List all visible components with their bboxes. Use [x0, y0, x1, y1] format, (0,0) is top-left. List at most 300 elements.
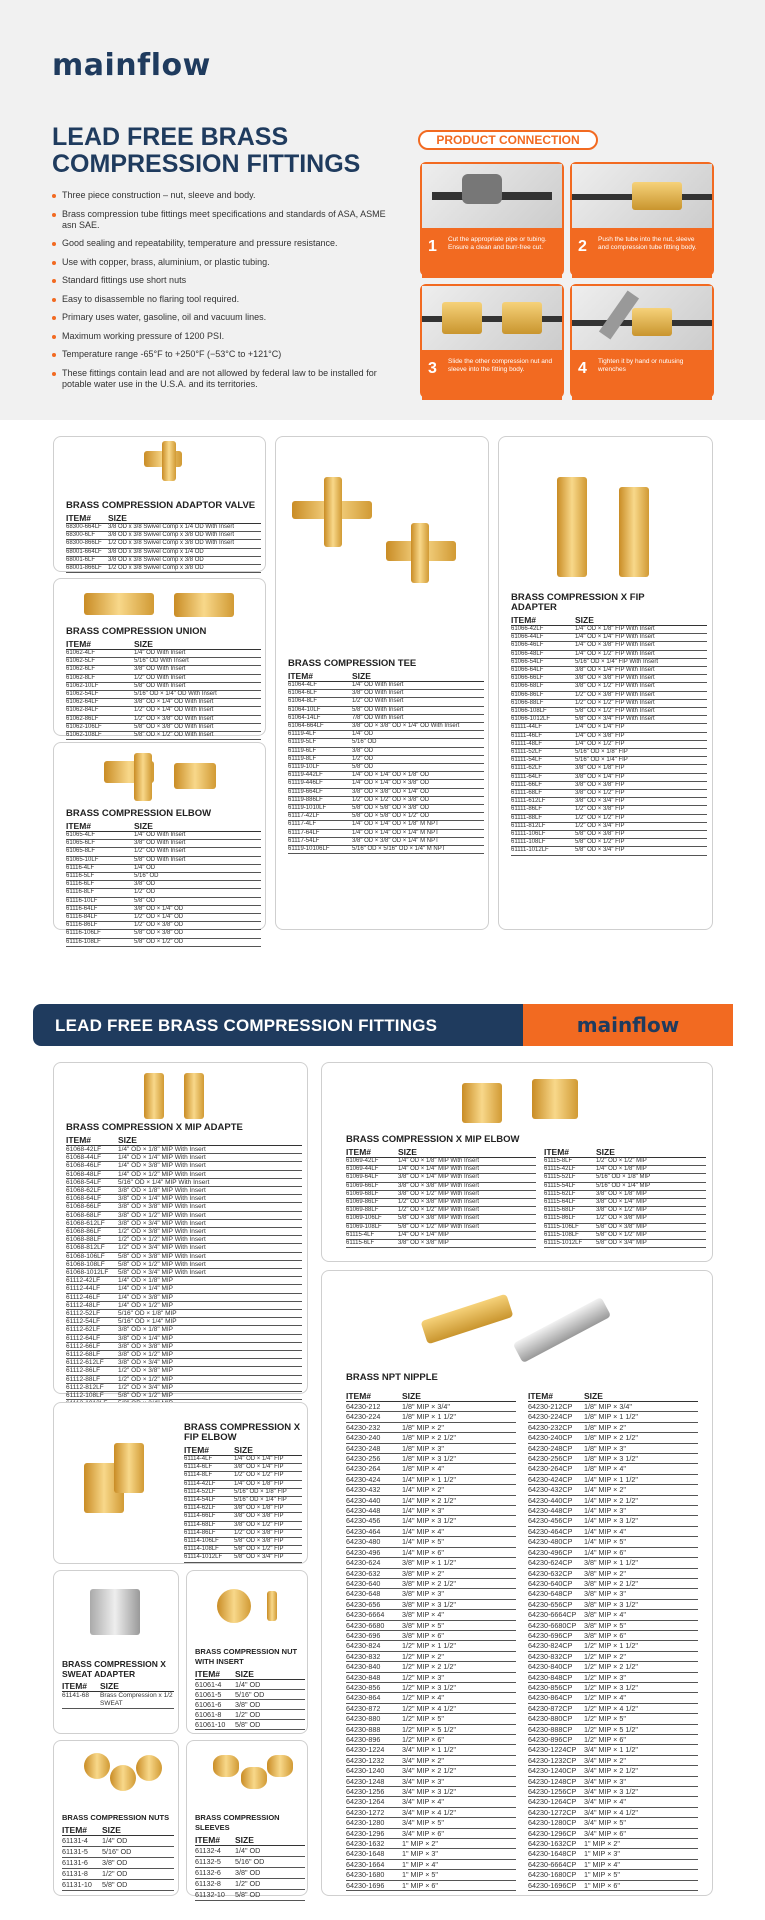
table-row: [528, 1579, 698, 1589]
item-size: 5/8" OD × 3/8" OD With Insert: [134, 723, 214, 730]
item-size: 1/4" OD × 3/8" MIP: [118, 1293, 174, 1301]
table-row: [66, 906, 261, 914]
table-sweat-adapter: [62, 1659, 174, 1709]
item-number: 64230-640: [346, 1578, 381, 1588]
item-size: 1/2" OD × 1/2" MIP: [118, 1375, 174, 1383]
table-row: [66, 1335, 302, 1343]
item-size: 3/8" OD × 1/4" FIP With Insert: [575, 667, 655, 674]
table-row: [528, 1516, 698, 1526]
banner-title: LEAD FREE BRASS COMPRESSION FITTINGS: [55, 1016, 438, 1035]
table-row: [66, 565, 261, 573]
table-row: [66, 1294, 302, 1302]
table-row: [66, 1326, 302, 1334]
table-row: [528, 1839, 698, 1849]
table-x-mip-adapter: [66, 1123, 302, 1409]
item-number: 64230-656: [346, 1599, 381, 1609]
item-size: 1/2" MIP × 4": [584, 1693, 626, 1703]
table-row: [346, 1558, 516, 1568]
table-row: [66, 914, 261, 922]
item-number: 61061-8: [195, 1710, 222, 1719]
item-size: 5/8" OD × 3/8" MIP With Insert: [398, 1215, 480, 1222]
item-number: 61116-6LF: [66, 881, 95, 888]
item-number: 61061-5: [195, 1690, 222, 1699]
item-size: 1/4" OD × 1/8" FIP: [234, 1480, 284, 1487]
item-number: 61119-664LF: [288, 788, 323, 795]
item-number: 61062-6LF: [66, 666, 96, 673]
item-number: 64230-888: [346, 1724, 381, 1734]
item-number: 61068-88LF: [66, 1236, 102, 1244]
item-number: 64230-1296CP: [528, 1828, 577, 1838]
table-row: [528, 1652, 698, 1662]
table-row: [528, 1860, 698, 1870]
item-size: 1/4" MIP × 1 1/2": [584, 1474, 638, 1484]
item-size: 5/16" OD: [235, 1690, 265, 1699]
table-row: [528, 1444, 698, 1454]
item-number: 64230-632: [346, 1568, 381, 1578]
item-number: 64230-1280: [346, 1818, 385, 1828]
table-row: [511, 634, 707, 642]
item-number: 64230-1232CP: [528, 1755, 577, 1765]
item-size: 3/8" OD × 1/8" MIP: [118, 1326, 174, 1334]
item-number: 64230-832: [346, 1651, 381, 1661]
table-row: [184, 1481, 302, 1489]
item-number: 61115-68LF: [544, 1207, 576, 1214]
item-number: 64230-864CP: [528, 1693, 573, 1703]
item-number: 68001-6LF: [66, 556, 96, 563]
item-number: 61062-10LF: [66, 682, 99, 689]
item-size: 1/2" OD × 3/8" OD With Insert: [134, 715, 214, 722]
table-row: [66, 857, 261, 865]
table-header: ITEM# SIZE: [288, 671, 484, 682]
item-size: 5/16" OD × 1/4" OD With Insert: [134, 691, 217, 698]
item-number: 61061-6: [195, 1700, 222, 1709]
table-row: [66, 1220, 302, 1228]
item-size: 1/4" MIP × 2 1/2": [402, 1495, 456, 1505]
table-title: BRASS COMPRESSION X MIP ADAPTE: [66, 1122, 243, 1133]
table-row: [511, 790, 707, 798]
item-number: 61116-106LF: [66, 930, 101, 937]
table-row: [511, 667, 707, 675]
item-size: 3/4" MIP × 1 1/2": [584, 1745, 638, 1755]
item-size: 1/2" OD × 1/2" MIP: [596, 1158, 647, 1164]
item-number: 61062-54LF: [66, 691, 99, 698]
item-number: 68001-664LF: [66, 548, 102, 555]
item-size: 1/2" OD × 1/2" FIP With Insert: [575, 699, 655, 706]
table-title: BRASS COMPRESSION SLEEVES: [195, 1813, 280, 1832]
item-size: 3/8" MIP × 4": [584, 1610, 626, 1620]
table-row: [288, 830, 484, 838]
table-row: [528, 1433, 698, 1443]
item-size: 3/8" OD × 3/8" OD × 1/4" OD With Insert: [352, 723, 460, 730]
item-size: 3/8" OD: [235, 1868, 261, 1877]
item-number: 64230-224CP: [528, 1412, 573, 1422]
item-number: 64230-232: [346, 1422, 381, 1432]
item-number: 61115-108LF: [544, 1231, 579, 1238]
table-row: [528, 1818, 698, 1828]
item-number: 64230-6664: [346, 1610, 385, 1620]
item-size: 1/2" OD × 3/8" FIP: [234, 1529, 284, 1536]
item-number: 61068-106LF: [66, 1252, 105, 1260]
table-row: [66, 1171, 302, 1179]
item-number: 61111-88LF: [511, 814, 543, 821]
table-row: [511, 741, 707, 749]
item-size: 5/8" OD × 1/2" FIP: [234, 1546, 284, 1553]
table-row: [528, 1808, 698, 1818]
table-row: [62, 1880, 174, 1891]
table-title: BRASS COMPRESSION X FIP ELBOW: [184, 1422, 301, 1443]
table-row: [346, 1881, 516, 1891]
table-row: [346, 1725, 516, 1735]
item-size: 5/8" OD × 1/2" MIP: [596, 1231, 647, 1238]
item-number: 61115-6LF: [346, 1240, 375, 1247]
table-row: [511, 733, 707, 741]
item-number: 64230-480CP: [528, 1537, 573, 1547]
item-number: 61119-10LF: [288, 764, 320, 771]
card-nuts: [53, 1740, 179, 1896]
item-number: 61062-84LF: [66, 707, 99, 714]
card-elbow: [53, 742, 266, 945]
table-row: [66, 1146, 302, 1154]
item-number: 68300-866LF: [66, 540, 102, 547]
item-size: 1/2" MIP × 6": [402, 1735, 444, 1744]
item-size: 1/8" MIP × 4": [402, 1464, 444, 1474]
item-size: 3/8" MIP × 3 1/2": [402, 1599, 456, 1609]
item-number: 61111-812LF: [511, 822, 546, 829]
item-number: 61064-6LF: [288, 690, 318, 697]
table-header: ITEM# SIZE: [511, 615, 707, 626]
item-size: 3/8" OD × 3/8" FIP: [575, 781, 625, 788]
table-row: [66, 1351, 302, 1359]
feature-list: [52, 190, 392, 397]
item-size: 5/8" OD × 3/8" OD: [134, 930, 184, 937]
item-size: 5/8" OD × 1/2" OD With Insert: [134, 732, 214, 739]
table-header: ITEM# SIZE: [66, 513, 261, 524]
item-size: 5/16" OD × 1/4" MIP With Insert: [118, 1178, 210, 1186]
item-number: 61117-64LF: [288, 829, 320, 836]
table-row: [66, 1310, 302, 1318]
item-number: 61068-62LF: [66, 1187, 102, 1195]
item-size: 1/4" OD × 1/4" FIP With Insert: [575, 634, 655, 641]
table-row: [528, 1693, 698, 1703]
item-number: 61132-10: [195, 1890, 225, 1899]
item-number: 64230-1680CP: [528, 1870, 577, 1880]
item-number: 61062-86LF: [66, 715, 99, 722]
item-size: 1/2" OD: [235, 1710, 261, 1719]
table-row: [288, 756, 484, 764]
item-size: 3/8" MIP × 5": [402, 1620, 444, 1630]
item-size: 1/4" MIP × 3 1/2": [584, 1516, 638, 1526]
item-size: 1/4" OD: [235, 1846, 261, 1855]
table-row: [62, 1858, 174, 1869]
item-number: 64230-1696CP: [528, 1880, 577, 1890]
item-number: 61131-8: [62, 1869, 88, 1878]
table-row: [346, 1433, 516, 1443]
item-number: 61062-64LF: [66, 699, 99, 706]
table-row: [66, 832, 261, 840]
table-row: [528, 1673, 698, 1683]
item-size: 5/16" OD × 1/8" FIP: [575, 749, 628, 756]
table-row: [195, 1720, 305, 1730]
item-number: 64230-248CP: [528, 1443, 573, 1453]
table-row: [528, 1569, 698, 1579]
step-card-1: [420, 162, 564, 276]
item-number: 61064-8LF: [288, 698, 318, 705]
item-size: 1/2" MIP × 2 1/2": [402, 1662, 456, 1672]
table-row: [511, 749, 707, 757]
item-number: 64230-696CP: [528, 1630, 573, 1640]
table-row: [66, 716, 261, 724]
item-size: 1/2 OD x 3/8 Swivel Comp x 3/8 OD With Insert: [108, 540, 235, 547]
table-row: [66, 1179, 302, 1187]
step-card-4: [570, 284, 714, 398]
item-size: 3/4" MIP × 3 1/2": [402, 1787, 456, 1797]
table-row: [195, 1680, 305, 1690]
table-row: [346, 1797, 516, 1807]
item-size: 3/8" MIP × 3 1/2": [584, 1599, 638, 1609]
table-row: [544, 1158, 706, 1166]
item-number: 61114-54LF: [184, 1497, 216, 1504]
item-size: 1/4" OD × 1/2" FIP: [575, 740, 625, 747]
item-size: 1/8" MIP × 3/4": [402, 1402, 450, 1411]
item-number: 64230-440: [346, 1495, 381, 1505]
item-size: 1/4" OD × 1/2" MIP: [118, 1301, 174, 1309]
item-number: 61112-612LF: [66, 1359, 104, 1367]
item-number: 61116-108LF: [66, 938, 101, 945]
item-number: 61068-108LF: [66, 1260, 105, 1268]
table-row: [528, 1725, 698, 1735]
item-size: 1/8" MIP × 4": [584, 1464, 626, 1474]
item-size: 3/8 OD x 3/8 Swivel Comp x 3/8 OD: [108, 556, 204, 563]
table-row: [346, 1506, 516, 1516]
table-row: [511, 626, 707, 634]
item-size: 1/2 OD x 3/8 Swivel Comp x 3/8 OD: [108, 565, 204, 572]
item-number: 61112-66LF: [66, 1342, 101, 1350]
item-size: 3/8" OD × 1/4" OD With Insert: [134, 699, 214, 706]
item-number: 61119-4LF: [288, 731, 317, 738]
item-number: 61111-48LF: [511, 740, 543, 747]
item-number: 64230-1664: [346, 1859, 385, 1869]
table-row: [195, 1690, 305, 1700]
item-size: 1/4" OD × 3/8" MIP With Insert: [118, 1162, 206, 1170]
table-row: [184, 1554, 302, 1562]
item-size: 3/8" MIP × 6": [402, 1630, 444, 1640]
item-size: 5/8" OD × 3/8" MIP: [596, 1223, 647, 1230]
table-row: [66, 540, 261, 548]
item-number: 61066-64LF: [511, 667, 544, 674]
item-size: 1/2" OD × 3/8" FIP: [575, 806, 625, 813]
item-size: 1" MIP × 3": [584, 1849, 620, 1859]
item-size: 1/8" MIP × 3 1/2": [402, 1454, 456, 1464]
item-size: 3/4" MIP × 6": [584, 1828, 626, 1838]
item-number: 61066-42LF: [511, 626, 544, 632]
item-number: 64230-440CP: [528, 1495, 573, 1505]
feature-bullet: Primary uses water, gasoline, oil and vacuum lines.: [52, 312, 392, 323]
card-nut-insert: [186, 1570, 308, 1734]
item-number: 61115-86LF: [544, 1215, 576, 1222]
item-size: 1/2" OD × 1/2" MIP With Insert: [118, 1236, 206, 1244]
item-number: 61069-68LF: [346, 1190, 379, 1197]
item-number: 64230-456: [346, 1516, 381, 1526]
item-number: 64230-6680: [346, 1620, 385, 1630]
step-image: [422, 164, 562, 228]
table-row: [184, 1497, 302, 1505]
item-size: 7/8" OD With Insert: [352, 714, 404, 721]
item-number: 61117-42LF: [288, 813, 320, 820]
item-size: 1/2" MIP × 4 1/2": [402, 1703, 456, 1713]
table-row: [66, 691, 261, 699]
card-x-fip-elbow: [53, 1402, 308, 1564]
item-number: 61066-108LF: [511, 708, 547, 715]
feature-bullet: These fittings contain lead and are not allowed by federal law to be installed for potable water use in the U.S.A. and its territories.: [52, 368, 392, 390]
step-number: 2: [578, 238, 587, 255]
item-number: 61064-10LF: [288, 706, 321, 713]
item-size: 1/2" OD: [102, 1869, 128, 1878]
item-number: 61116-8LF: [66, 889, 95, 896]
card-union: [53, 578, 266, 739]
item-number: 61132-8: [195, 1879, 221, 1888]
item-number: 61068-66LF: [66, 1203, 102, 1211]
item-size: 5/8" OD: [235, 1720, 261, 1729]
item-size: 1/2" OD × 1/2" MIP With Insert: [398, 1207, 480, 1214]
table-row: [528, 1454, 698, 1464]
item-number: 61116-86LF: [66, 922, 98, 929]
table-row: [511, 692, 707, 700]
item-size: 1/4" OD × 1/4" MIP: [118, 1285, 174, 1293]
item-number: 61132-4: [195, 1846, 221, 1855]
page-title: LEAD FREE BRASS COMPRESSION FITTINGS: [52, 123, 361, 178]
item-number: 61119-886LF: [288, 796, 323, 803]
item-number: 64230-224: [346, 1412, 381, 1422]
item-number: 64230-424: [346, 1474, 381, 1484]
banner-logo: mainflow: [523, 1004, 733, 1046]
item-number: 61112-68LF: [66, 1351, 101, 1359]
table-row: [346, 1454, 516, 1464]
table-row: [511, 642, 707, 650]
item-number: 61131-4: [62, 1836, 88, 1845]
item-number: 61116-84LF: [66, 914, 98, 921]
item-size: 3/8" OD × 1/2" MIP: [118, 1351, 174, 1359]
table-row: [66, 898, 261, 906]
item-size: 1/4" OD: [235, 1680, 261, 1689]
table-row: [66, 1376, 302, 1384]
table-row: [528, 1745, 698, 1755]
item-size: 1/2" MIP × 3": [402, 1672, 444, 1682]
table-header: ITEM# SIZE: [62, 1681, 174, 1692]
table-row: [288, 715, 484, 723]
table-row: [66, 675, 261, 683]
item-number: 61114-68LF: [184, 1521, 216, 1528]
table-row: [346, 1662, 516, 1672]
item-number: 64230-464: [346, 1526, 381, 1536]
item-number: 64230-1280CP: [528, 1818, 577, 1828]
table-row: [346, 1589, 516, 1599]
table-row: [66, 1162, 302, 1170]
table-row: [184, 1546, 302, 1554]
item-size: 1/2" OD × 1/4" OD With Insert: [134, 707, 214, 714]
item-number: 61111-86LF: [511, 806, 543, 813]
item-size: 5/16" OD With Insert: [134, 658, 189, 665]
table-row: [288, 813, 484, 821]
item-size: 3/4" MIP × 6": [402, 1828, 444, 1838]
item-number: 61114-8LF: [184, 1472, 213, 1479]
item-number: 61132-5: [195, 1857, 221, 1866]
item-number: 61068-86LF: [66, 1228, 102, 1236]
table-row: [544, 1183, 706, 1191]
item-size: 3/4" MIP × 2": [584, 1755, 626, 1765]
table-row: [528, 1485, 698, 1495]
item-size: 1/4" MIP × 6": [402, 1547, 444, 1557]
item-number: 61065-10LF: [66, 856, 99, 863]
item-number: 64230-496CP: [528, 1547, 573, 1557]
item-number: 61066-88LF: [511, 699, 544, 706]
item-size: 1/4" MIP × 3": [584, 1506, 626, 1516]
item-size: 1/2" OD × 3/8" MIP With Insert: [118, 1228, 206, 1236]
table-row: [346, 1569, 516, 1579]
item-number: 61062-106LF: [66, 723, 102, 730]
item-number: 61114-1012LF: [184, 1554, 223, 1561]
table-row: [511, 806, 707, 814]
item-number: 64230-212CP: [528, 1402, 573, 1411]
table-row: [184, 1505, 302, 1513]
item-number: 61112-64LF: [66, 1334, 101, 1342]
item-size: 1/2" OD × 3/8" OD: [134, 922, 184, 929]
table-row: [528, 1548, 698, 1558]
item-size: 1/4" MIP × 4": [402, 1526, 444, 1536]
item-number: 61066-46LF: [511, 642, 544, 649]
table-row: [288, 780, 484, 788]
item-size: 1" MIP × 2": [584, 1839, 620, 1849]
item-size: 3/8" OD × 3/8" MIP With Insert: [398, 1182, 480, 1189]
item-size: 3/8" MIP × 1 1/2": [402, 1558, 456, 1568]
item-size: 1/2" OD: [235, 1879, 261, 1888]
item-size: 1/4" OD × 1/2" FIP With Insert: [575, 650, 655, 657]
item-size: 1/8" MIP × 1 1/2": [402, 1412, 456, 1422]
table-row: [528, 1464, 698, 1474]
item-number: 61115-54LF: [544, 1182, 576, 1189]
item-number: 64230-232CP: [528, 1422, 573, 1432]
item-number: 64230-448: [346, 1506, 381, 1516]
item-size: 3/4" MIP × 4 1/2": [402, 1807, 456, 1817]
table-row: [184, 1464, 302, 1472]
table-row: [66, 1261, 302, 1269]
table-row: [528, 1766, 698, 1776]
item-number: 64230-1224: [346, 1745, 385, 1755]
table-row: [346, 1548, 516, 1558]
table-row: [195, 1879, 305, 1890]
item-size: 1/4" OD × 1/4" OD × 1/8" M NPT: [352, 821, 439, 828]
item-size: 1/2" OD × 3/8" FIP With Insert: [575, 691, 655, 698]
feature-bullet: Standard fittings use short nuts: [52, 275, 392, 286]
item-number: 61069-64LF: [346, 1174, 379, 1181]
table-header: ITEM# SIZE: [66, 1135, 302, 1146]
item-size: 3/4" MIP × 2 1/2": [584, 1766, 638, 1776]
item-size: 1" MIP × 4": [402, 1859, 438, 1869]
item-number: 64230-640CP: [528, 1578, 573, 1588]
table-row: [346, 1496, 516, 1506]
step-image: [572, 286, 712, 350]
item-size: 1/4" MIP × 5": [402, 1537, 444, 1547]
item-size: 1" MIP × 4": [584, 1859, 620, 1869]
table-row: [346, 1849, 516, 1859]
table-row: [528, 1631, 698, 1641]
step-image: [422, 286, 562, 350]
item-number: 61114-52LF: [184, 1488, 216, 1495]
table-row: [346, 1652, 516, 1662]
table-row: [511, 683, 707, 691]
item-number: 64230-1632CP: [528, 1839, 577, 1849]
table-row: [528, 1496, 698, 1506]
item-size: 1/2" OD × 1/2" FIP: [575, 814, 625, 821]
